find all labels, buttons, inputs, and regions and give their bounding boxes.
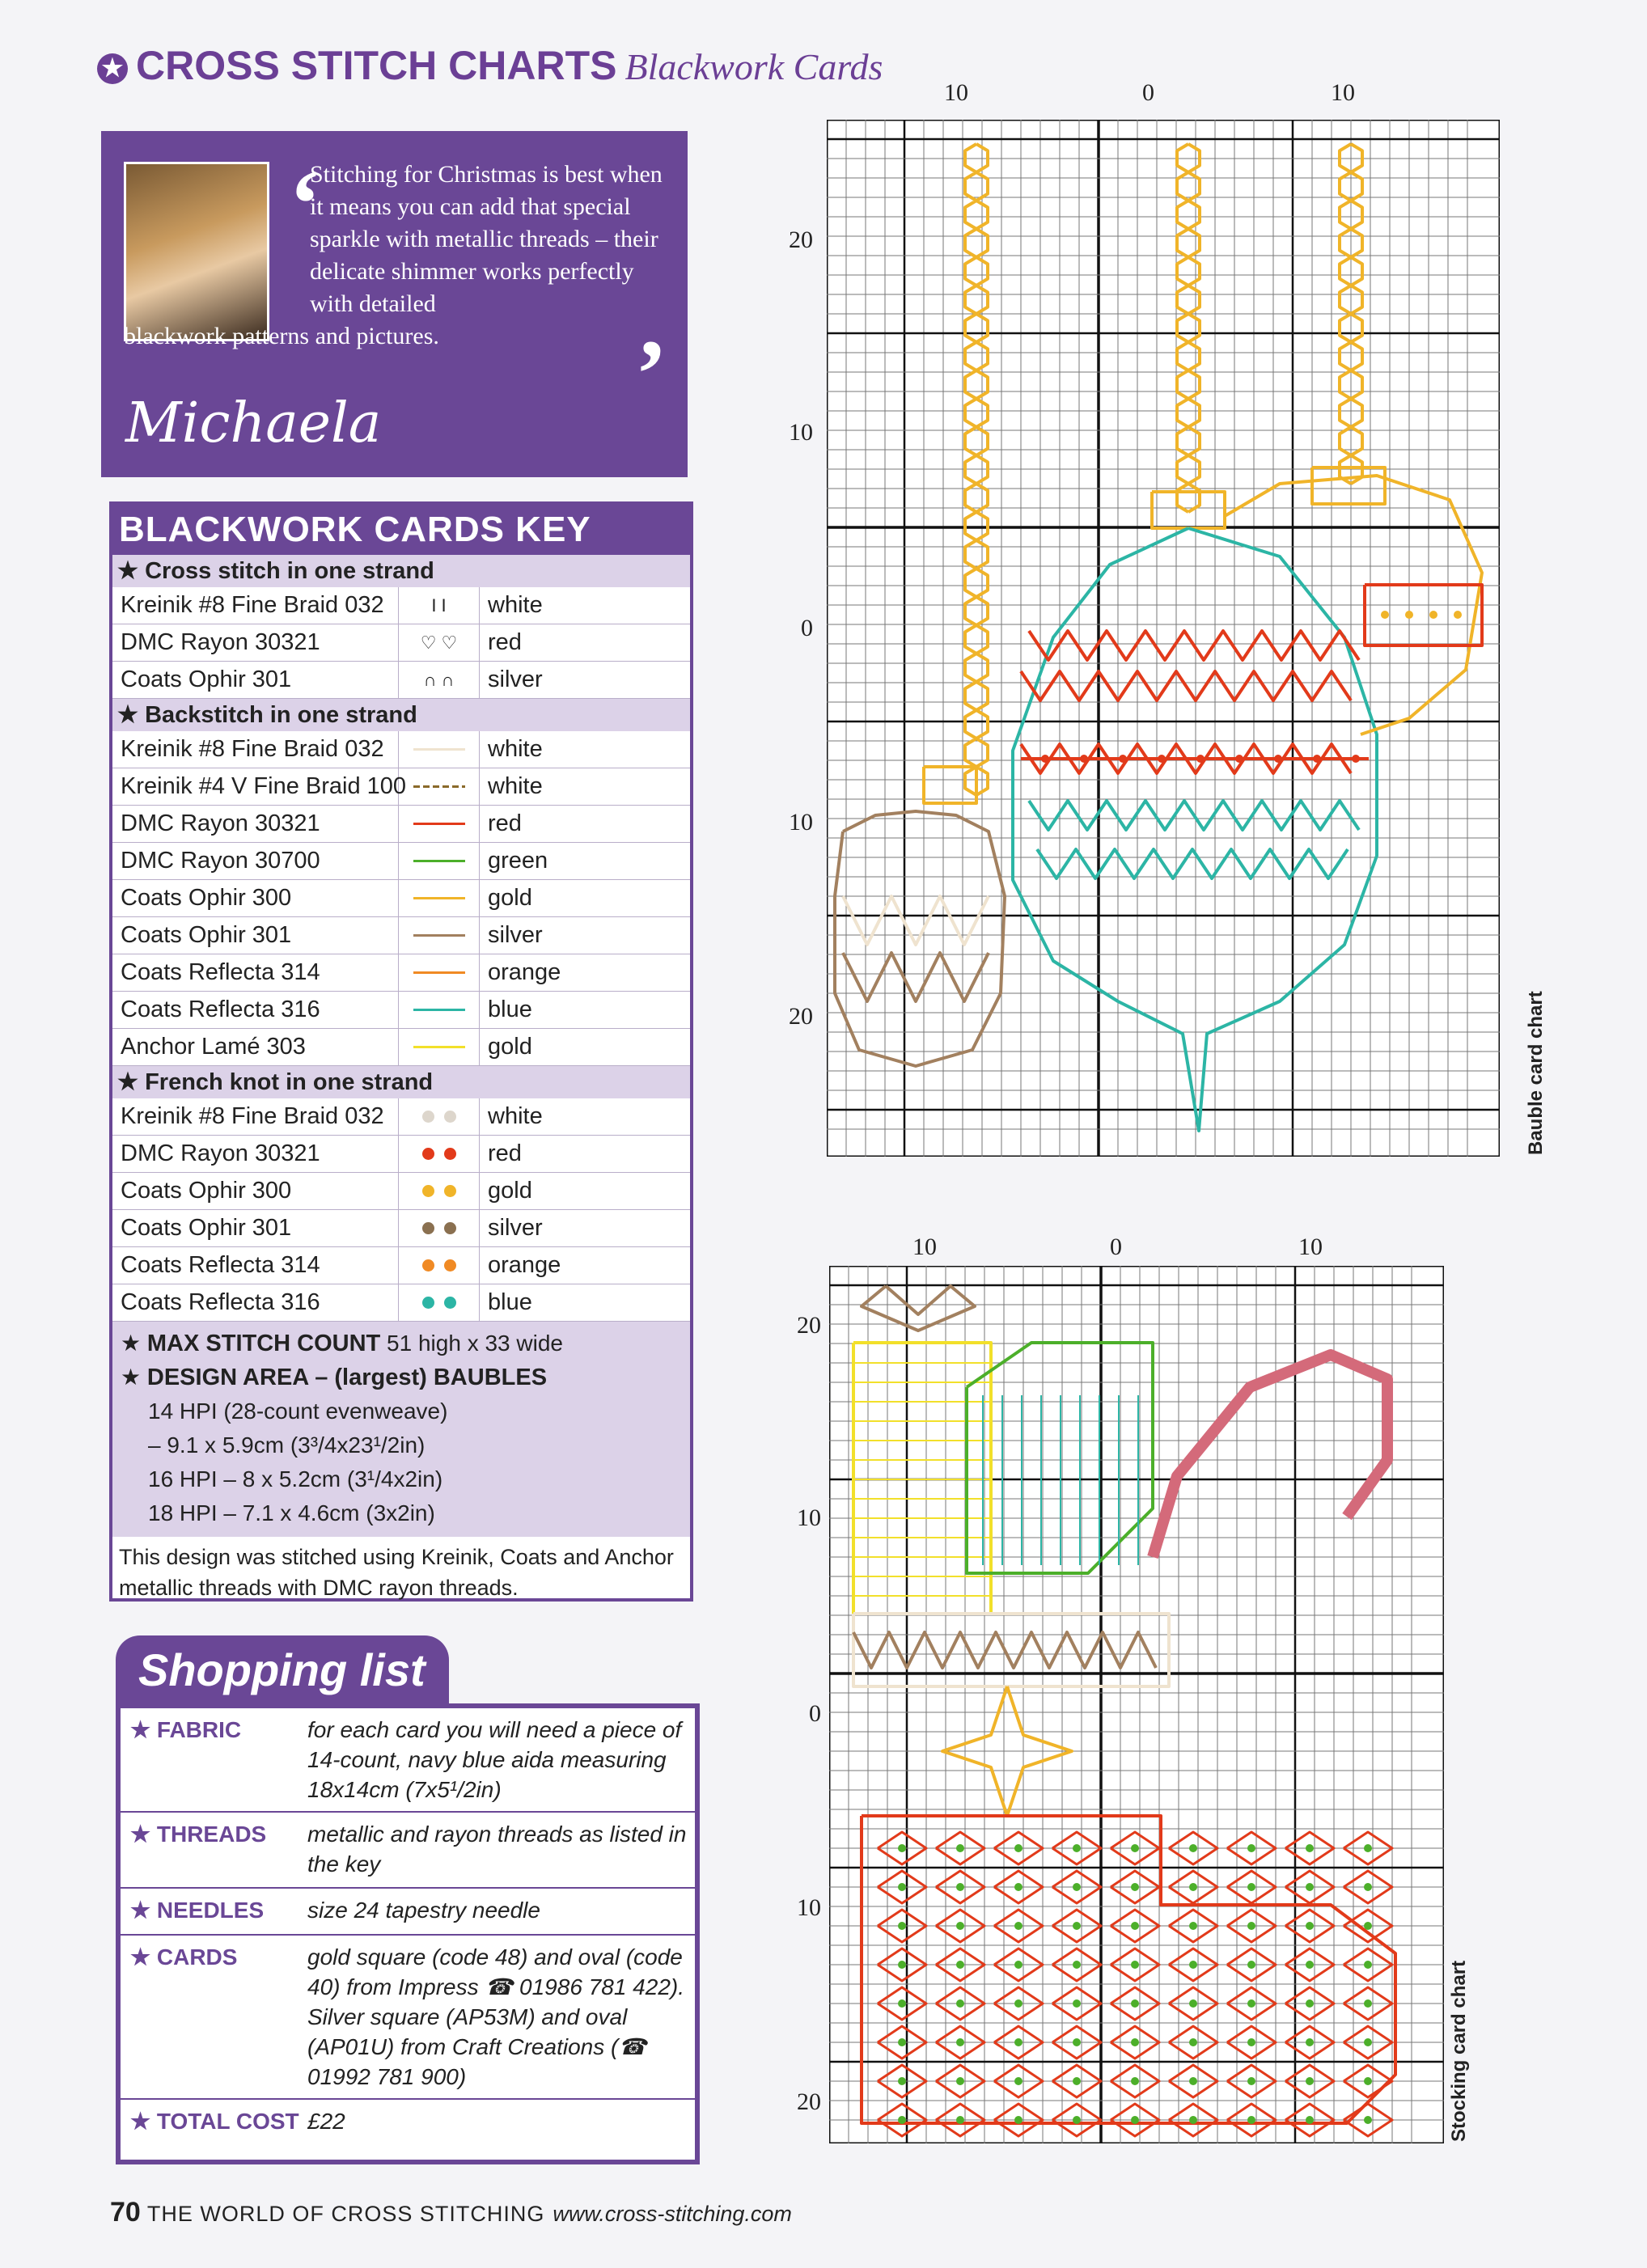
french-knot <box>956 2077 964 2085</box>
page-header <box>97 42 883 89</box>
quote-line-1: Stitching for Christmas is best when it means you can add that special sparkle with metallic threads – their delicate shimmer works perfectly with detailed <box>310 161 663 317</box>
knot-dot <box>422 1185 434 1197</box>
french-knot <box>1041 755 1049 763</box>
key-row-french-knot <box>112 1173 690 1210</box>
thread-name: Kreinik #8 Fine Braid 032 <box>112 731 399 768</box>
key-row-backstitch <box>112 880 690 917</box>
backstitch-line-swatch <box>413 971 465 974</box>
knot-dot <box>444 1185 456 1197</box>
design-area-line: 14 HPI (28-count evenweave) <box>148 1398 448 1424</box>
french-knot <box>1189 1999 1197 2008</box>
key-row-french-knot <box>112 1210 690 1247</box>
thread-symbol <box>399 917 480 954</box>
chart2-y-label: 10 <box>797 1504 821 1531</box>
chart1-x-label: 0 <box>1142 79 1154 106</box>
french-knot <box>956 1922 964 1930</box>
thread-symbol <box>399 731 480 768</box>
knot-dot <box>422 1222 434 1234</box>
knot-swatch <box>417 1106 461 1128</box>
french-knot <box>1189 1883 1197 1891</box>
thread-symbol <box>399 768 480 805</box>
thread-name: Coats Ophir 301 <box>112 1210 399 1246</box>
french-knot <box>898 1999 906 2008</box>
french-knot <box>1196 755 1205 763</box>
french-knot <box>1235 755 1243 763</box>
backstitch-line-swatch <box>413 1046 465 1048</box>
shopping-row <box>121 1889 695 1936</box>
page-title: CROSS STITCH CHARTS <box>136 43 617 88</box>
french-knot <box>1131 2038 1139 2046</box>
french-knot <box>1189 2077 1197 2085</box>
key-section-french-knot: ★ French knot in one strand <box>112 1066 690 1098</box>
french-knot <box>1131 1922 1139 1930</box>
key-row-backstitch <box>112 731 690 768</box>
chart2-y-label: 20 <box>797 1312 821 1339</box>
thread-name: Coats Ophir 301 <box>112 662 399 698</box>
stocking-chart <box>829 1266 1444 2143</box>
french-knot <box>1131 2116 1139 2124</box>
magazine-title: THE WORLD OF CROSS STITCHING <box>146 2202 545 2226</box>
shopping-item-label: ★ NEEDLES <box>130 1898 265 1923</box>
thread-symbol <box>399 954 480 991</box>
french-knot <box>1073 1844 1081 1852</box>
shopping-item-value: size 24 tapestry needle <box>307 1898 540 1923</box>
knot-dot <box>444 1297 456 1309</box>
shopping-item-label: ★ FABRIC <box>130 1717 242 1742</box>
key-row-cross <box>112 587 690 624</box>
french-knot <box>1364 2038 1372 2046</box>
thread-symbol <box>399 587 480 624</box>
french-knot <box>1306 1922 1314 1930</box>
thread-name: Coats Ophir 301 <box>112 917 399 954</box>
knot-swatch <box>417 1218 461 1239</box>
knot-swatch <box>417 1255 461 1276</box>
thread-color: gold <box>488 885 532 911</box>
thread-symbol <box>399 1098 480 1135</box>
thread-symbol <box>399 880 480 916</box>
shopping-item-label: ★ CARDS <box>130 1944 238 1970</box>
chart1-y-label: 20 <box>789 1003 813 1030</box>
key-row-backstitch <box>112 768 690 806</box>
thread-name: Coats Reflecta 314 <box>112 1247 399 1284</box>
backstitch-line-swatch <box>413 934 465 937</box>
chart1-x-label: 10 <box>944 79 968 106</box>
french-knot <box>1131 2077 1139 2085</box>
thread-symbol <box>399 1247 480 1284</box>
quote-line-2: blackwork patterns and pictures. <box>124 323 439 349</box>
key-section-backstitch: ★ Backstitch in one strand <box>112 699 690 731</box>
thread-name: Coats Reflecta 314 <box>112 954 399 991</box>
knot-swatch <box>417 1293 461 1314</box>
shopping-list <box>116 1635 700 2164</box>
thread-color: gold <box>488 1178 532 1204</box>
french-knot <box>1073 2038 1081 2046</box>
french-knot <box>1306 1844 1314 1852</box>
key-footnote: This design was stitched using Kreinik, Coats and Anchor metallic threads with DMC rayon threads. <box>119 1545 674 1600</box>
design-area-line: – 9.1 x 5.9cm (3³/4x23¹/2in) <box>148 1432 426 1458</box>
chart1-x-label: 10 <box>1331 79 1355 106</box>
french-knot <box>1405 611 1413 619</box>
key-section-cross: ★ Cross stitch in one strand <box>112 555 690 587</box>
thread-symbol <box>399 992 480 1028</box>
open-quote-mark: ‘ <box>289 150 321 257</box>
key-row-backstitch <box>112 954 690 992</box>
shopping-row <box>121 1813 695 1889</box>
knot-swatch <box>417 1181 461 1202</box>
french-knot <box>898 2077 906 2085</box>
thread-color: red <box>488 629 522 655</box>
thread-color: white <box>488 1103 543 1129</box>
thread-symbol <box>399 662 480 698</box>
thread-color: red <box>488 1140 522 1166</box>
knot-dot <box>422 1259 434 1272</box>
thread-color: silver <box>488 922 543 948</box>
chart1-y-label: 0 <box>801 615 813 641</box>
shopping-item-label: ★ THREADS <box>130 1822 267 1847</box>
key-row-backstitch <box>112 1029 690 1066</box>
thread-symbol <box>399 624 480 661</box>
close-quote-mark: ’ <box>635 319 667 427</box>
french-knot <box>1247 1961 1255 1969</box>
shopping-list-title: Shopping list <box>116 1635 449 1705</box>
designer-signature: Michaela <box>125 391 382 455</box>
french-knot <box>1381 611 1389 619</box>
thread-symbol <box>399 843 480 879</box>
max-stitch-label: MAX STITCH COUNT <box>146 1331 381 1356</box>
bauble-chart-label: Bauble card chart <box>1525 991 1547 1155</box>
knot-dot <box>444 1259 456 1272</box>
chart2-y-label: 20 <box>797 2088 821 2115</box>
french-knot <box>1364 1961 1372 1969</box>
max-stitch-value: 51 high x 33 wide <box>387 1331 563 1356</box>
thread-name: Kreinik #4 V Fine Braid 100 <box>112 768 399 805</box>
french-knot <box>1131 1883 1139 1891</box>
cross-symbol: ♡ ♡ <box>420 632 458 653</box>
french-knot <box>898 1961 906 1969</box>
knot-dot <box>444 1222 456 1234</box>
french-knot <box>1364 1922 1372 1930</box>
chart2-x-label: 10 <box>912 1233 937 1260</box>
french-knot <box>1247 1883 1255 1891</box>
french-knot <box>1454 611 1462 619</box>
chart2-y-label: 10 <box>797 1894 821 1921</box>
thread-color: white <box>488 592 543 618</box>
shopping-row <box>121 1936 695 2100</box>
french-knot <box>898 1844 906 1852</box>
design-area-line: 18 HPI – 7.1 x 4.6cm (3x2in) <box>148 1500 435 1525</box>
chart1-y-label: 10 <box>789 419 813 446</box>
shopping-list-body <box>116 1703 700 2164</box>
french-knot <box>1014 1999 1022 2008</box>
thread-symbol <box>399 1136 480 1172</box>
thread-symbol <box>399 1210 480 1246</box>
french-knot <box>1119 755 1127 763</box>
backstitch-line-swatch <box>413 748 465 751</box>
stocking-chart-label: Stocking card chart <box>1448 1960 1470 2142</box>
french-knot <box>1247 1999 1255 2008</box>
french-knot <box>1364 1844 1372 1852</box>
key-title: BLACKWORK CARDS KEY <box>112 505 690 555</box>
stitch-info: ★ MAX STITCH COUNT 51 high x 33 wide ★ DESIGN AREA – (largest) BAUBLES 14 HPI (28-count evenweave) – 9.1 x 5.9cm (3³/4x23¹/2in) 16 HPI – 8 x 5.2cm (3¹/4x2in) 18 HPI – 7.1 x 4.6cm (3x2in) <box>112 1322 690 1537</box>
french-knot <box>1189 2038 1197 2046</box>
french-knot <box>1306 1999 1314 2008</box>
thread-color: silver <box>488 666 543 692</box>
french-knot <box>1364 2077 1372 2085</box>
knot-dot <box>444 1148 456 1160</box>
page-number: 70 <box>110 2197 141 2228</box>
french-knot <box>1306 2116 1314 2124</box>
french-knot <box>1364 2116 1372 2124</box>
french-knot <box>1073 1922 1081 1930</box>
french-knot <box>1073 1961 1081 1969</box>
thread-symbol <box>399 1284 480 1321</box>
french-knot <box>1247 1844 1255 1852</box>
french-knot <box>1247 2116 1255 2124</box>
french-knot <box>1313 755 1321 763</box>
thread-color: orange <box>488 1252 561 1278</box>
french-knot <box>956 1999 964 2008</box>
shopping-item-value: gold square (code 48) and oval (code 40) from Impress ☎ 01986 781 422). Silver square (AP53M) and oval (AP01U) from Craft Creations (☎ 01992 781 900) <box>307 1944 684 2089</box>
thread-color: orange <box>488 959 561 985</box>
key-row-backstitch <box>112 917 690 954</box>
french-knot <box>956 1961 964 1969</box>
cross-symbol: ∩ ∩ <box>423 669 455 690</box>
page-footer <box>110 2197 792 2228</box>
thread-color: green <box>488 848 548 874</box>
thread-color: silver <box>488 1215 543 1241</box>
shopping-item-value: £22 <box>307 2109 345 2134</box>
french-knot <box>1073 1883 1081 1891</box>
cross-symbol: I I <box>431 595 447 616</box>
shopping-item-label: ★ TOTAL COST <box>130 2109 299 2134</box>
bauble-chart <box>827 120 1500 1157</box>
thread-name: Anchor Lamé 303 <box>112 1029 399 1065</box>
thread-name: Coats Reflecta 316 <box>112 1284 399 1321</box>
french-knot <box>898 2038 906 2046</box>
french-knot <box>1189 1844 1197 1852</box>
french-knot <box>956 2038 964 2046</box>
thread-symbol <box>399 1173 480 1209</box>
key-row-french-knot <box>112 1284 690 1322</box>
thread-name: Coats Ophir 300 <box>112 880 399 916</box>
french-knot <box>1073 2077 1081 2085</box>
thread-key <box>109 501 693 1602</box>
magazine-url: www.cross-stitching.com <box>553 2202 792 2226</box>
key-row-cross <box>112 624 690 662</box>
french-knot <box>1131 1961 1139 1969</box>
knot-dot <box>422 1111 434 1123</box>
key-row-backstitch <box>112 806 690 843</box>
french-knot <box>1080 755 1088 763</box>
french-knot <box>1364 1883 1372 1891</box>
french-knot <box>1014 2038 1022 2046</box>
backstitch-line-swatch <box>413 1009 465 1011</box>
chart2-x-label: 10 <box>1298 1233 1323 1260</box>
thread-color: red <box>488 810 522 836</box>
backstitch-line-swatch <box>413 823 465 825</box>
french-knot <box>1247 2077 1255 2085</box>
french-knot <box>956 2116 964 2124</box>
shopping-item-value: metallic and rayon threads as listed in the key <box>307 1822 687 1877</box>
knot-dot <box>422 1297 434 1309</box>
french-knot <box>1158 755 1166 763</box>
french-knot <box>1352 755 1360 763</box>
chart2-y-label: 0 <box>809 1700 821 1727</box>
shopping-row <box>121 2100 695 2150</box>
chart1-y-label: 10 <box>789 809 813 836</box>
key-row-backstitch <box>112 843 690 880</box>
french-knot <box>898 1922 906 1930</box>
thread-symbol <box>399 1029 480 1065</box>
french-knot <box>956 1844 964 1852</box>
knot-swatch <box>417 1144 461 1165</box>
thread-name: DMC Rayon 30321 <box>112 1136 399 1172</box>
key-row-cross <box>112 662 690 699</box>
french-knot <box>1014 1961 1022 1969</box>
french-knot <box>1014 2077 1022 2085</box>
thread-color: blue <box>488 996 532 1022</box>
french-knot <box>898 2116 906 2124</box>
design-area-line: 16 HPI – 8 x 5.2cm (3¹/4x2in) <box>148 1466 443 1492</box>
backstitch-line-swatch <box>413 860 465 862</box>
chart2-x-label: 0 <box>1110 1233 1122 1260</box>
thread-color: white <box>488 773 543 799</box>
french-knot <box>1306 1883 1314 1891</box>
design-area-label: DESIGN AREA – (largest) BAUBLES <box>146 1365 548 1390</box>
french-knot <box>1073 1999 1081 2008</box>
french-knot <box>1014 1883 1022 1891</box>
french-knot <box>1073 2116 1081 2124</box>
page-subtitle: Blackwork Cards <box>625 46 883 87</box>
french-knot <box>1274 755 1282 763</box>
french-knot <box>1247 1922 1255 1930</box>
thread-name: DMC Rayon 30321 <box>112 806 399 842</box>
thread-name: Kreinik #8 Fine Braid 032 <box>112 587 399 624</box>
thread-color: blue <box>488 1289 532 1315</box>
french-knot <box>1306 1961 1314 1969</box>
key-row-backstitch <box>112 992 690 1029</box>
key-row-french-knot <box>112 1247 690 1284</box>
french-knot <box>1014 1844 1022 1852</box>
chart1-y-label: 20 <box>789 226 813 253</box>
french-knot <box>1364 1999 1372 2008</box>
knot-dot <box>444 1111 456 1123</box>
french-knot <box>1014 1922 1022 1930</box>
french-knot <box>1131 1999 1139 2008</box>
french-knot <box>1131 1844 1139 1852</box>
french-knot <box>1247 2038 1255 2046</box>
chart-background <box>829 1266 1444 2143</box>
french-knot <box>1189 1961 1197 1969</box>
key-row-french-knot <box>112 1098 690 1136</box>
french-knot <box>1189 2116 1197 2124</box>
french-knot <box>898 1883 906 1891</box>
thread-symbol <box>399 806 480 842</box>
thread-name: DMC Rayon 30700 <box>112 843 399 879</box>
key-row-french-knot <box>112 1136 690 1173</box>
backstitch-line-swatch <box>413 897 465 899</box>
french-knot <box>956 1883 964 1891</box>
thread-name: Coats Ophir 300 <box>112 1173 399 1209</box>
french-knot <box>1306 2038 1314 2046</box>
shopping-item-value: for each card you will need a piece of 14-count, navy blue aida measuring 18x14cm (7x5¹/2in) <box>307 1717 682 1802</box>
french-knot <box>1014 2116 1022 2124</box>
star-circle-icon: ★ <box>97 53 128 84</box>
knot-dot <box>422 1148 434 1160</box>
thread-color: white <box>488 736 543 762</box>
backstitch-line-swatch <box>413 785 465 788</box>
designer-quote-box <box>101 131 688 477</box>
thread-color: gold <box>488 1034 532 1060</box>
shopping-row <box>121 1708 695 1813</box>
french-knot <box>1306 2077 1314 2085</box>
french-knot <box>1189 1922 1197 1930</box>
thread-name: DMC Rayon 30321 <box>112 624 399 661</box>
french-knot <box>1429 611 1437 619</box>
thread-name: Kreinik #8 Fine Braid 032 <box>112 1098 399 1135</box>
thread-name: Coats Reflecta 316 <box>112 992 399 1028</box>
